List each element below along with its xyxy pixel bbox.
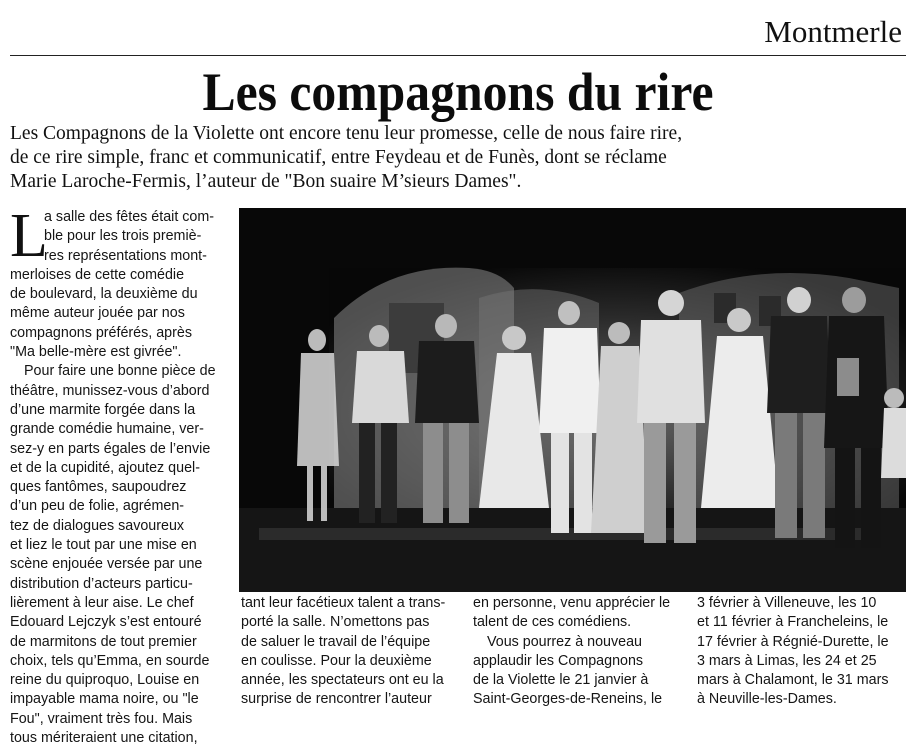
text-line: de la Violette le 21 janvier à <box>473 672 649 689</box>
text-line: surprise de rencontrer l’auteur <box>241 691 432 708</box>
article-column-3 <box>473 594 683 710</box>
text-line: tous mériteraient une citation, <box>10 730 198 747</box>
headline: Les compagnons du rire <box>202 62 714 122</box>
text-line: en personne, venu apprécier le <box>473 595 671 611</box>
text-line: Fou", vraiment très fou. Mais <box>10 710 193 727</box>
stage-photo <box>239 208 906 592</box>
text-line: compagnons préférés, après <box>10 324 192 341</box>
text-line: lièrement à leur aise. Le chef <box>10 594 194 611</box>
lede <box>10 122 910 194</box>
text-line: ble pour les trois premiè- <box>44 228 202 245</box>
section-rule <box>10 55 906 56</box>
text-line: scène enjouée versée par une <box>10 556 203 573</box>
text-line: choix, tels qu’Emma, en sourde <box>10 652 210 669</box>
text-line: de marmitons de tout premier <box>10 633 197 650</box>
text-line: a salle des fêtes était com- <box>44 209 215 225</box>
drop-cap: L <box>10 202 48 270</box>
text-line: d’un peu de folie, agrémen- <box>10 498 185 515</box>
text-line: année, les spectateurs ont eu la <box>241 672 444 689</box>
text-line: Vous pourrez à nouveau <box>487 633 642 650</box>
text-line: "Ma belle-mère est givrée". <box>10 344 182 361</box>
text-line: à Neuville-les-Dames. <box>697 691 837 708</box>
text-line: en coulisse. Pour la deuxième <box>241 652 432 669</box>
lede-line: Marie Laroche-Fermis, l’auteur de "Bon suaire M’sieurs Dames". <box>10 171 522 192</box>
text-line: Edouard Lejczyk s’est entouré <box>10 614 202 631</box>
text-line: porté la salle. N’omettons pas <box>241 614 430 631</box>
text-line: 3 février à Villeneuve, les 10 <box>697 595 877 611</box>
section-label: Montmerle <box>764 14 902 49</box>
text-line: théâtre, munissez-vous d’abord <box>10 382 210 399</box>
text-line: et de la cupidité, ajoutez quel- <box>10 459 200 476</box>
text-line: distribution d’acteurs particu- <box>10 575 193 592</box>
text-line: mars à Chalamont, le 31 mars <box>697 672 889 689</box>
text-line: et 11 février à Francheleins, le <box>697 614 889 631</box>
article-column-2 <box>241 594 463 710</box>
text-line: 3 mars à Limas, les 24 et 25 <box>697 652 877 669</box>
text-line: tez de dialogues savoureux <box>10 517 185 534</box>
article-column-4 <box>697 594 909 710</box>
text-line: merloises de cette comédie <box>10 266 185 283</box>
text-line: 17 février à Régnié-Durette, le <box>697 633 889 650</box>
text-line: même auteur jouée par nos <box>10 305 185 322</box>
text-line: Saint-Georges-de-Reneins, le <box>473 691 663 708</box>
text-line: res représentations mont- <box>44 247 207 264</box>
text-line: applaudir les Compagnons <box>473 652 644 669</box>
text-line: Pour faire une bonne pièce de <box>24 363 216 380</box>
text-line: reine du quiproquo, Louise en <box>10 672 200 689</box>
article-column-1 <box>10 202 220 748</box>
text-line: de boulevard, la deuxième du <box>10 286 198 303</box>
text-line: d’une marmite forgée dans la <box>10 401 196 418</box>
text-line: et liez le tout par une mise en <box>10 537 197 554</box>
text-line: sez-y en parts égales de l’envie <box>10 440 211 457</box>
stage-photo-illustration <box>239 208 906 592</box>
lede-line: de ce rire simple, franc et communicatif, entre Feydeau et de Funès, dont se réclame <box>10 147 667 168</box>
text-line: ques fantômes, saupoudrez <box>10 479 187 496</box>
text-line: de saluer le travail de l’équipe <box>241 633 431 650</box>
text-line: grande comédie humaine, ver- <box>10 421 204 438</box>
lede-line: Les Compagnons de la Violette ont encore tenu leur promesse, celle de nous faire rire, <box>10 123 683 144</box>
text-line: impayable mama noire, ou "le <box>10 691 199 708</box>
text-line: talent de ces comédiens. <box>473 614 632 631</box>
text-line: tant leur facétieux talent a trans- <box>241 595 446 611</box>
